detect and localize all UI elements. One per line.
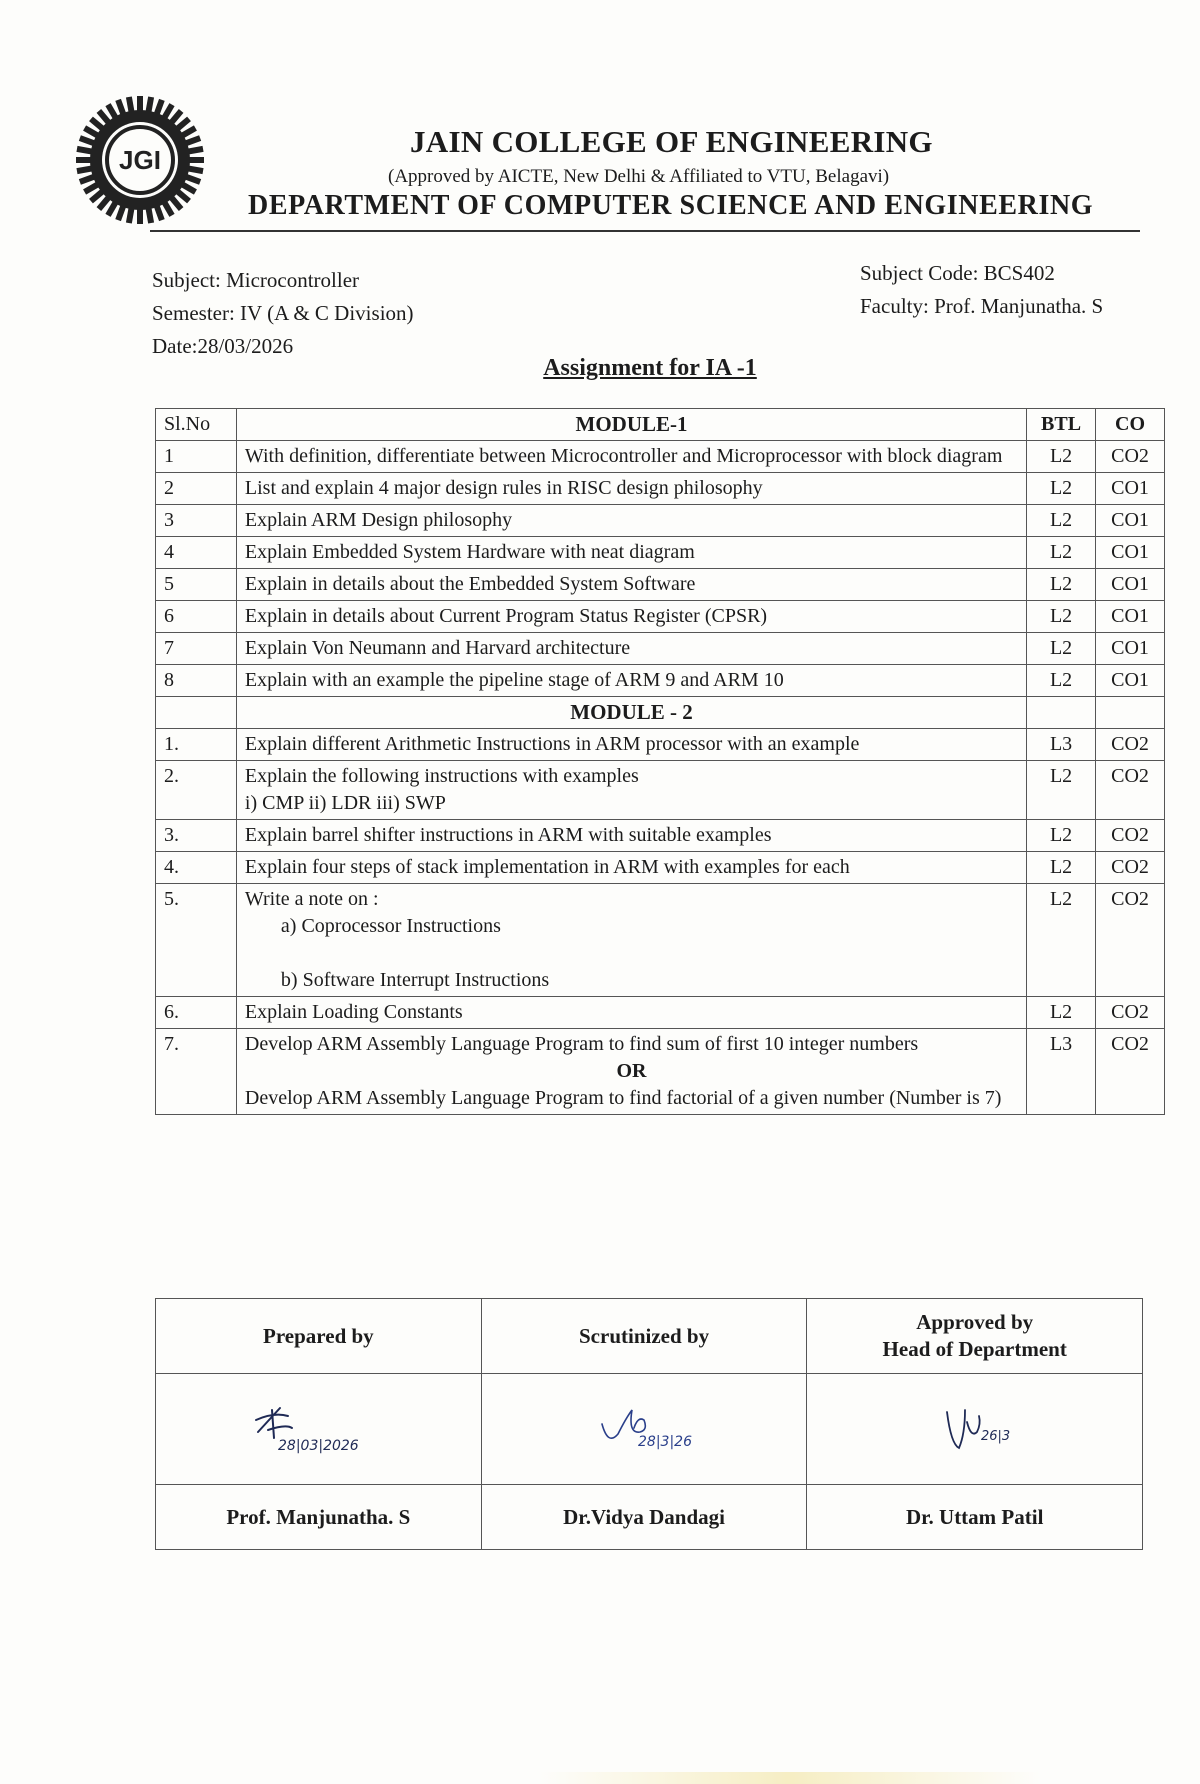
option-b: b) Software Interrupt Instructions [280, 969, 550, 991]
row-question [236, 884, 1026, 997]
question-text: Explain Loading Constants [244, 1001, 463, 1023]
row-co: CO2 [1096, 884, 1165, 997]
table-row [156, 441, 1165, 473]
row-slno: 5. [156, 884, 237, 997]
meta-right [860, 257, 1103, 323]
table-row [156, 569, 1165, 601]
assignment-title: Assignment for IA -1 [543, 355, 757, 381]
row-co: CO1 [1096, 633, 1165, 665]
date-text: Date:28/03/2026 [152, 334, 294, 358]
question-text: Explain barrel shifter instructions in ARM with suitable examples [244, 824, 772, 846]
question-text: Write a note on : [244, 888, 379, 910]
table-row [156, 852, 1165, 884]
row-slno: 6. [156, 997, 237, 1029]
subject-code-text: Subject Code: BCS402 [860, 261, 1055, 285]
row-question [236, 601, 1026, 633]
row-question [236, 633, 1026, 665]
row-btl: L2 [1027, 473, 1096, 505]
row-question [236, 473, 1026, 505]
table-row [156, 601, 1165, 633]
row-btl: L2 [1027, 569, 1096, 601]
logo-text: JGI [119, 145, 161, 175]
row-btl: L3 [1027, 1029, 1096, 1115]
row-question [236, 761, 1026, 820]
table-row [156, 1029, 1165, 1115]
question-table [155, 408, 1165, 1115]
module2-heading: MODULE - 2 [236, 697, 1026, 729]
row-question [236, 1029, 1026, 1115]
row-slno: 6 [156, 601, 237, 633]
col-btl-header: BTL [1027, 409, 1096, 441]
question-options [245, 913, 1018, 994]
or-separator: OR [616, 1060, 647, 1082]
table-header-row [156, 409, 1165, 441]
department-name: DEPARTMENT OF COMPUTER SCIENCE AND ENGINEERING [248, 190, 1094, 221]
row-co: CO1 [1096, 505, 1165, 537]
table-row [156, 537, 1165, 569]
semester-text: Semester: IV (A & C Division) [152, 301, 414, 325]
signature-table [155, 1298, 1143, 1550]
question-subtext: i) CMP ii) LDR iii) SWP [244, 792, 446, 814]
approved-by-line2: Head of Department [882, 1337, 1067, 1361]
col-slno-header: Sl.No [156, 409, 237, 441]
table-row [156, 665, 1165, 697]
table-row [156, 505, 1165, 537]
row-btl: L2 [1027, 884, 1096, 997]
question-text: Explain ARM Design philosophy [244, 509, 513, 531]
scrutinized-sign-date: 28|3|26 [638, 1434, 693, 1450]
row-btl: L3 [1027, 729, 1096, 761]
row-co: CO1 [1096, 473, 1165, 505]
row-slno: 2 [156, 473, 237, 505]
row-co: CO1 [1096, 601, 1165, 633]
question-text: Explain different Arithmetic Instructions in ARM processor with an example [244, 733, 860, 755]
row-question [236, 537, 1026, 569]
question-text: Explain Embedded System Hardware with neat diagram [244, 541, 695, 563]
row-btl: L2 [1027, 761, 1096, 820]
row-slno: 7. [156, 1029, 237, 1115]
scrutinized-by-label: Scrutinized by [481, 1299, 807, 1374]
row-co: CO1 [1096, 537, 1165, 569]
table-row [156, 820, 1165, 852]
row-question [236, 820, 1026, 852]
prepared-sign-date: 28|03|2026 [278, 1438, 360, 1454]
table-row [156, 761, 1165, 820]
question-text: Explain in details about Current Program Status Register (CPSR) [244, 605, 768, 627]
module2-heading-row [156, 697, 1165, 729]
row-btl: L2 [1027, 820, 1096, 852]
row-btl: L2 [1027, 852, 1096, 884]
row-question [236, 852, 1026, 884]
row-slno: 1 [156, 441, 237, 473]
row-question [236, 505, 1026, 537]
row-co: CO2 [1096, 441, 1165, 473]
row-btl: L2 [1027, 505, 1096, 537]
row-slno: 8 [156, 665, 237, 697]
approved-sign-date: 26|3 [980, 1429, 1010, 1444]
row-slno: 4. [156, 852, 237, 884]
table-row [156, 729, 1165, 761]
row-co: CO2 [1096, 1029, 1165, 1115]
row-btl: L2 [1027, 997, 1096, 1029]
header-divider [150, 230, 1140, 232]
approved-by-label [807, 1299, 1143, 1374]
module1-heading: MODULE-1 [236, 409, 1026, 441]
question-text: Develop ARM Assembly Language Program to find sum of first 10 integer numbers [244, 1033, 919, 1055]
question-text: Explain the following instructions with examples [244, 765, 639, 787]
question-text: Explain with an example the pipeline stage of ARM 9 and ARM 10 [244, 669, 784, 691]
row-btl: L2 [1027, 665, 1096, 697]
row-co: CO2 [1096, 997, 1165, 1029]
scan-edge-tint [540, 1772, 1040, 1784]
approval-note: (Approved by AICTE, New Delhi & Affiliated to VTU, Belagavi) [388, 166, 890, 187]
scrutinized-signature-icon [554, 1394, 734, 1464]
row-slno: 1. [156, 729, 237, 761]
row-question [236, 441, 1026, 473]
row-co: CO2 [1096, 729, 1165, 761]
approved-signature [807, 1374, 1143, 1485]
col-co-header: CO [1096, 409, 1165, 441]
row-question [236, 729, 1026, 761]
prepared-by-label: Prepared by [156, 1299, 482, 1374]
table-row [156, 633, 1165, 665]
module1-rows [156, 441, 1165, 697]
table-row [156, 473, 1165, 505]
row-btl: L2 [1027, 601, 1096, 633]
college-name: JAIN COLLEGE OF ENGINEERING [410, 124, 933, 159]
question-alternative: Develop ARM Assembly Language Program to find factorial of a given number (Number is 7) [244, 1087, 1002, 1109]
row-co: CO1 [1096, 569, 1165, 601]
subject-text: Subject: Microcontroller [152, 268, 360, 292]
module2-rows [156, 729, 1165, 1115]
row-slno: 3. [156, 820, 237, 852]
prepared-name: Prof. Manjunatha. S [156, 1485, 482, 1550]
question-text: Explain four steps of stack implementation in ARM with examples for each [244, 856, 850, 878]
row-co: CO1 [1096, 665, 1165, 697]
row-btl: L2 [1027, 633, 1096, 665]
row-slno: 3 [156, 505, 237, 537]
row-question [236, 997, 1026, 1029]
prepared-signature [156, 1374, 482, 1485]
approved-name: Dr. Uttam Patil [807, 1485, 1143, 1550]
approved-signature-icon [885, 1394, 1065, 1464]
row-btl: L2 [1027, 441, 1096, 473]
row-question [236, 569, 1026, 601]
row-slno: 2. [156, 761, 237, 820]
question-text: List and explain 4 major design rules in RISC design philosophy [244, 477, 763, 499]
option-a: a) Coprocessor Instructions [280, 915, 501, 937]
row-slno: 7 [156, 633, 237, 665]
question-text: Explain in details about the Embedded System Software [244, 573, 696, 595]
question-text: Explain Von Neumann and Harvard architecture [244, 637, 631, 659]
table-row [156, 997, 1165, 1029]
row-slno: 5 [156, 569, 237, 601]
question-text: With definition, differentiate between Microcontroller and Microprocessor with block diagram [244, 445, 1003, 467]
row-co: CO2 [1096, 820, 1165, 852]
meta-left [152, 264, 414, 363]
faculty-text: Faculty: Prof. Manjunatha. S [860, 294, 1104, 318]
row-co: CO2 [1096, 852, 1165, 884]
row-question [236, 665, 1026, 697]
row-btl: L2 [1027, 537, 1096, 569]
scrutinized-name: Dr.Vidya Dandagi [481, 1485, 807, 1550]
approved-by-line1: Approved by [916, 1310, 1034, 1334]
prepared-signature-icon [228, 1394, 408, 1464]
table-row [156, 884, 1165, 997]
row-co: CO2 [1096, 761, 1165, 820]
scrutinized-signature [481, 1374, 807, 1485]
row-slno: 4 [156, 537, 237, 569]
college-logo-icon [72, 92, 208, 228]
